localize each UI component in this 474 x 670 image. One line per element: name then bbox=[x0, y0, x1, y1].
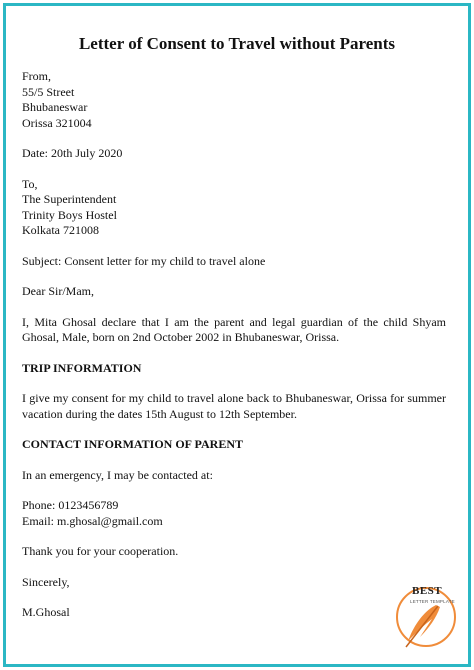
email-line: Email: m.ghosal@gmail.com bbox=[22, 513, 163, 528]
contact-information-heading: CONTACT INFORMATION OF PARENT bbox=[22, 437, 244, 451]
letter-title: Letter of Consent to Travel without Parents bbox=[78, 34, 396, 53]
to-label: To, bbox=[22, 176, 38, 191]
intro-paragraph: I, Mita Ghosal declare that I am the parent and legal guardian of the child Shyam Ghosal, Male, born on 2nd October 2002 in Bhubaneswar, Orissa. bbox=[22, 314, 446, 344]
phone-line: Phone: 0123456789 bbox=[22, 498, 119, 512]
contact-intro: In an emergency, I may be contacted at: bbox=[22, 467, 213, 482]
to-address-line-2: Trinity Boys Hostel bbox=[22, 207, 117, 222]
letter-date: Date: 20th July 2020 bbox=[22, 146, 123, 160]
salutation: Dear Sir/Mam, bbox=[22, 284, 94, 298]
trip-information-heading: TRIP INFORMATION bbox=[22, 360, 142, 375]
letter-body bbox=[22, 69, 446, 621]
thanks-line: Thank you for your cooperation. bbox=[22, 544, 179, 558]
closing-line: Sincerely, bbox=[22, 574, 70, 589]
from-address-line-2: Bhubaneswar bbox=[22, 100, 88, 114]
to-address-line-3: Kolkata 721008 bbox=[22, 223, 99, 237]
from-label: From, bbox=[22, 69, 52, 83]
feather-quill-icon bbox=[390, 581, 456, 653]
best-letter-template-logo bbox=[390, 581, 456, 653]
subject-line: Subject: Consent letter for my child to travel alone bbox=[22, 253, 266, 268]
logo-text-best: BEST bbox=[412, 585, 443, 597]
to-address-line-1: The Superintendent bbox=[22, 192, 117, 206]
signature-name: M.Ghosal bbox=[22, 605, 70, 619]
trip-paragraph: I give my consent for my child to travel alone back to Bhubaneswar, Orissa for summer vacation during the dates 15th August to 12th September. bbox=[22, 391, 446, 421]
from-address-line-1: 55/5 Street bbox=[22, 84, 75, 99]
from-address-line-3: Orissa 321004 bbox=[22, 115, 92, 130]
logo-text-subtitle: LETTER TEMPLATE bbox=[410, 599, 455, 604]
